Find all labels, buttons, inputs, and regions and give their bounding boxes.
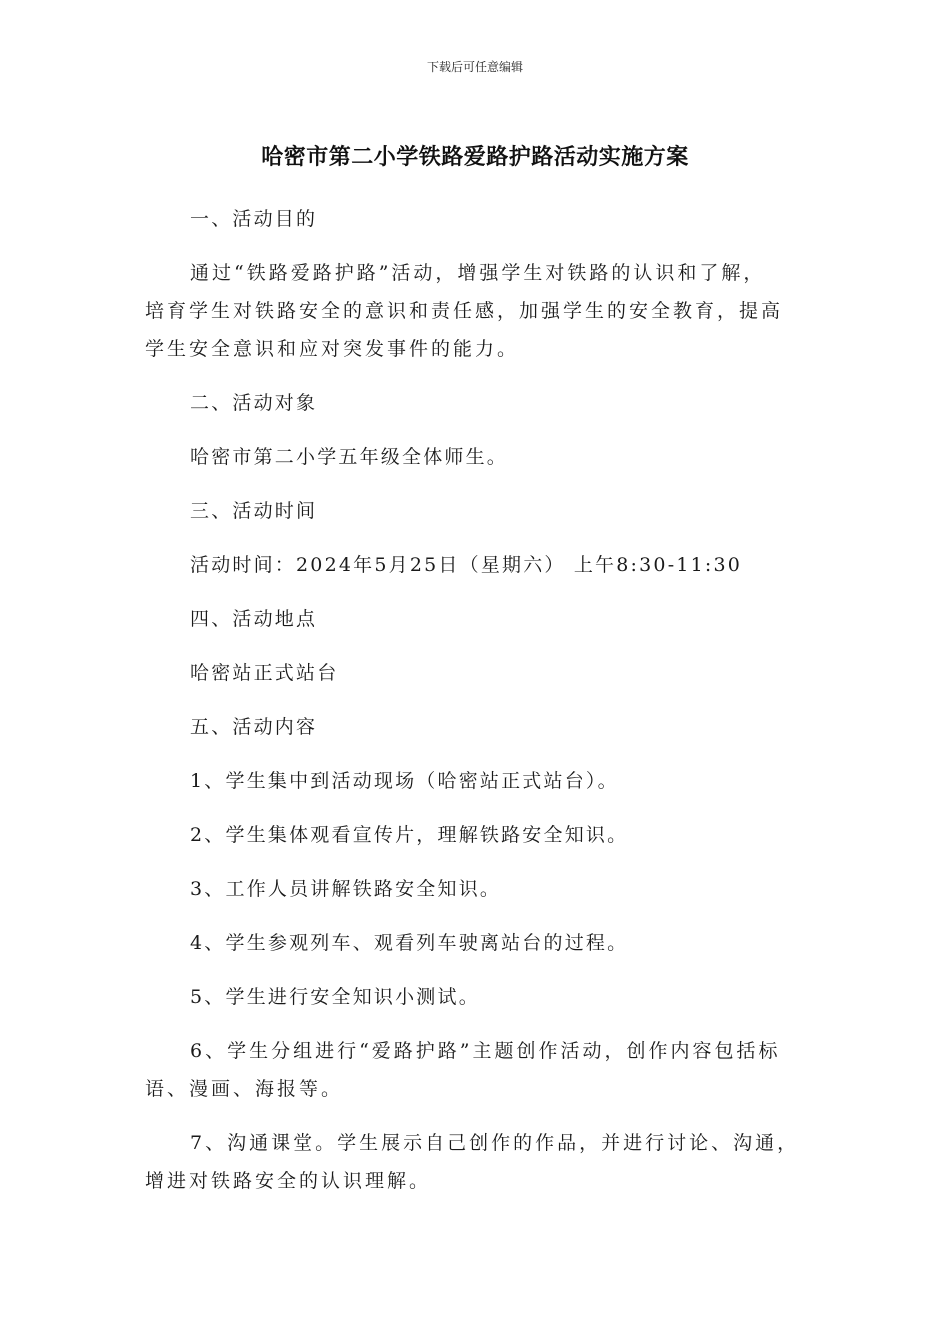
content-item-line: 语、漫画、海报等。 [145,1078,344,1100]
target-text: 哈密市第二小学五年级全体师生。 [190,446,509,468]
content-item: 3、工作人员讲解铁路安全知识。 [190,878,502,900]
section-heading-location: 四、活动地点 [190,608,318,630]
content-item: 4、学生参观列车、观看列车驶离站台的过程。 [190,932,629,954]
location-text: 哈密站正式站台 [190,662,339,684]
purpose-paragraph [145,254,805,368]
content-item-line: 6、学生分组进行“爱路护路”主题创作活动，创作内容包括标 [190,1040,781,1062]
content-item: 1、学生集中到活动现场（哈密站正式站台）。 [190,770,619,792]
header-note: 下载后可任意编辑 [426,60,523,74]
content-item-line: 7、沟通课堂。学生展示自己创作的作品，并进行讨论、沟通， [190,1132,800,1154]
purpose-line: 培育学生对铁路安全的意识和责任感，加强学生的安全教育，提高 [145,300,784,322]
purpose-line: 学生安全意识和应对突发事件的能力。 [145,338,520,360]
document-title: 哈密市第二小学铁路爱路护路活动实施方案 [261,145,689,170]
time-text: 活动时间：2024年5月25日（星期六） 上午8:30-11:30 [190,554,743,576]
section-heading-time: 三、活动时间 [190,500,318,522]
purpose-line: 通过“铁路爱路护路”活动，增强学生对铁路的认识和了解， [190,262,766,284]
section-heading-purpose: 一、活动目的 [190,208,318,230]
content-item-7 [145,1124,805,1200]
document-body [145,200,805,1200]
section-heading-target: 二、活动对象 [190,392,318,414]
content-item: 2、学生集体观看宣传片，理解铁路安全知识。 [190,824,629,846]
content-item-line: 增进对铁路安全的认识理解。 [145,1170,432,1192]
content-item-6 [145,1032,805,1108]
section-heading-content: 五、活动内容 [190,716,318,738]
content-item: 5、学生进行安全知识小测试。 [190,986,480,1008]
